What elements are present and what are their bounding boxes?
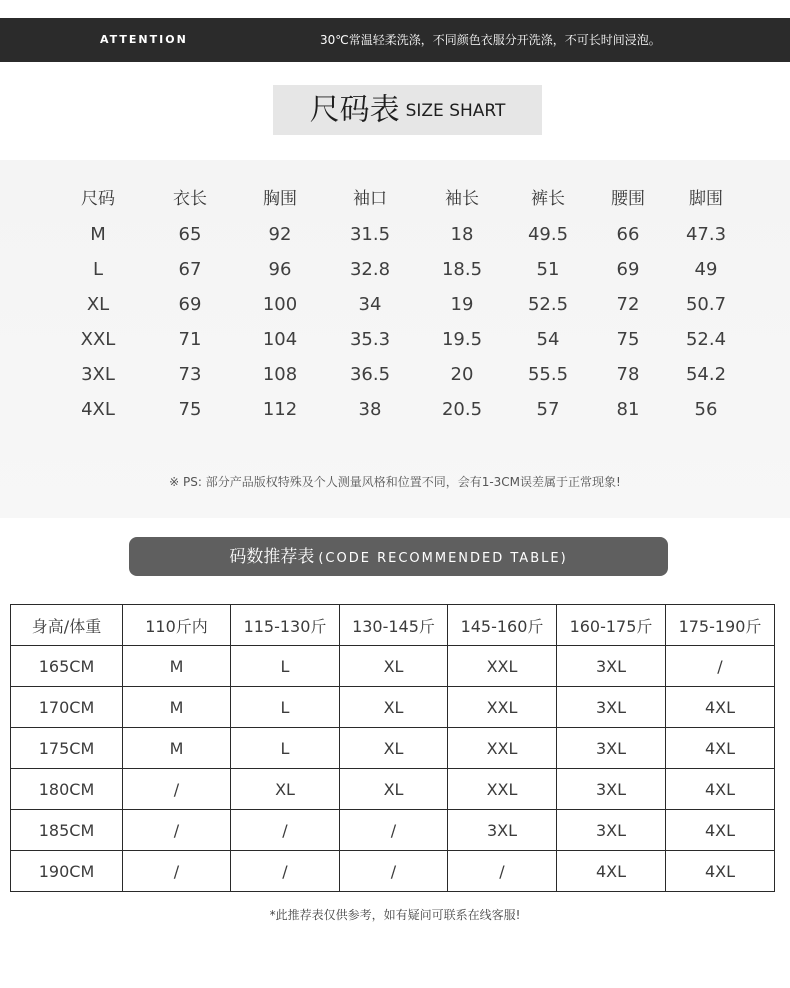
recommend-header-cell: 115-130斤 (231, 605, 340, 646)
recommend-size-cell: 4XL (666, 728, 775, 769)
recommend-size-cell: L (231, 646, 340, 687)
size-chart-cell: 4XL (81, 399, 115, 420)
size-chart-header-cell: 腰围 (611, 189, 645, 209)
size-chart-cell: M (90, 224, 106, 245)
size-chart-cell: 32.8 (349, 259, 391, 280)
recommend-size-cell: 3XL (557, 728, 666, 769)
recommend-size-cell: 3XL (557, 687, 666, 728)
size-chart-cell: 3XL (81, 364, 115, 385)
size-chart-cell: 47.3 (685, 224, 727, 245)
size-chart-header-cell: 胸围 (263, 189, 297, 209)
size-chart-title-cn: 尺码表 (309, 92, 400, 128)
size-chart-cell: 69 (178, 294, 202, 315)
recommend-size-cell: / (231, 810, 340, 851)
recommend-size-cell: 4XL (666, 810, 775, 851)
size-chart-panel (0, 160, 790, 518)
size-chart-cell: 75 (178, 399, 202, 420)
size-chart-header-row (0, 182, 790, 217)
recommend-size-cell: / (231, 851, 340, 892)
recommend-size-cell: XL (231, 769, 340, 810)
recommend-header-cell: 110斤内 (123, 605, 231, 646)
recommend-row (11, 728, 775, 769)
size-chart-header-cell: 袖口 (353, 189, 387, 209)
size-chart-row (0, 287, 790, 322)
attention-bar (0, 18, 790, 62)
size-chart-cell: 49 (694, 259, 718, 280)
size-chart-cell: 66 (616, 224, 640, 245)
recommend-header-cell: 145-160斤 (448, 605, 557, 646)
recommend-size-cell: 3XL (557, 769, 666, 810)
size-chart-cell: 19 (450, 294, 474, 315)
recommend-header-row (11, 605, 775, 646)
recommend-size-cell: / (123, 769, 231, 810)
recommend-row (11, 646, 775, 687)
recommend-table-title (129, 537, 668, 576)
recommend-size-cell: 3XL (557, 646, 666, 687)
size-chart-cell: 35.3 (349, 329, 391, 350)
size-chart-cell: 92 (268, 224, 292, 245)
recommend-size-cell: XL (340, 769, 448, 810)
recommend-size-cell: 3XL (557, 810, 666, 851)
recommend-size-cell: L (231, 687, 340, 728)
size-chart-cell: 78 (616, 364, 640, 385)
size-chart-cell: 52.4 (685, 329, 727, 350)
recommend-header-cell: 130-145斤 (340, 605, 448, 646)
recommend-size-cell: / (123, 810, 231, 851)
size-chart-row (0, 392, 790, 427)
recommend-size-cell: XL (340, 646, 448, 687)
size-chart-cell: 34 (358, 294, 382, 315)
recommend-size-cell: 4XL (557, 851, 666, 892)
size-chart-cell: 112 (262, 399, 298, 420)
size-chart-cell: 65 (178, 224, 202, 245)
size-chart-cell: 51 (536, 259, 560, 280)
size-chart-cell: 96 (268, 259, 292, 280)
recommend-size-cell: M (123, 728, 231, 769)
recommend-size-cell: 4XL (666, 769, 775, 810)
recommend-row (11, 687, 775, 728)
recommend-height-cell: 190CM (11, 851, 123, 892)
recommend-size-cell: L (231, 728, 340, 769)
size-chart-cell: 20.5 (441, 399, 483, 420)
recommend-height-cell: 165CM (11, 646, 123, 687)
recommend-height-cell: 170CM (11, 687, 123, 728)
recommend-title-en: (CODE RECOMMENDED TABLE) (318, 551, 568, 566)
attention-label: ATTENTION (100, 33, 188, 46)
recommend-height-cell: 185CM (11, 810, 123, 851)
size-chart-cell: 31.5 (349, 224, 391, 245)
recommend-size-cell: XL (340, 728, 448, 769)
recommend-height-cell: 175CM (11, 728, 123, 769)
size-chart-cell: 73 (178, 364, 202, 385)
recommend-row (11, 810, 775, 851)
size-chart-cell: 108 (262, 364, 298, 385)
recommend-size-cell: / (340, 851, 448, 892)
size-chart-row (0, 252, 790, 287)
recommend-title-cn: 码数推荐表 (229, 547, 315, 567)
recommend-header-cell: 160-175斤 (557, 605, 666, 646)
size-chart-cell: 104 (262, 329, 298, 350)
size-chart-cell: 18 (450, 224, 474, 245)
size-chart-cell: 50.7 (685, 294, 727, 315)
size-chart-cell: XL (86, 294, 110, 315)
size-chart-header-cell: 衣长 (173, 189, 207, 209)
recommend-row (11, 769, 775, 810)
size-chart-cell: L (92, 259, 104, 280)
recommend-header-cell: 175-190斤 (666, 605, 775, 646)
recommend-size-cell: XXL (448, 769, 557, 810)
recommend-size-cell: XXL (448, 728, 557, 769)
recommend-size-cell: / (666, 646, 775, 687)
recommend-size-cell: 3XL (448, 810, 557, 851)
recommend-size-cell: / (340, 810, 448, 851)
recommend-size-cell: M (123, 646, 231, 687)
recommend-size-cell: 4XL (666, 687, 775, 728)
size-chart-header-cell: 脚围 (689, 189, 723, 209)
size-chart-cell: 19.5 (441, 329, 483, 350)
size-chart-header-cell: 袖长 (445, 189, 479, 209)
size-chart-cell: 18.5 (441, 259, 483, 280)
size-chart-cell: 54.2 (685, 364, 727, 385)
recommend-size-cell: XXL (448, 687, 557, 728)
size-chart-title-en: SIZE SHART (405, 100, 506, 121)
recommend-size-cell: XXL (448, 646, 557, 687)
recommend-size-cell: / (448, 851, 557, 892)
size-chart-cell: 55.5 (527, 364, 569, 385)
size-chart-cell: 57 (536, 399, 560, 420)
recommend-size-cell: 4XL (666, 851, 775, 892)
recommend-disclaimer: *此推荐表仅供参考，如有疑问可联系在线客服! (269, 908, 521, 922)
size-chart-header-cell: 尺码 (81, 189, 115, 209)
size-chart-cell: 81 (616, 399, 640, 420)
size-chart-cell: 38 (358, 399, 382, 420)
size-chart-title (273, 85, 542, 135)
recommend-size-cell: / (123, 851, 231, 892)
size-chart-cell: 20 (450, 364, 474, 385)
size-chart-header-cell: 裤长 (531, 189, 565, 209)
size-chart-row (0, 357, 790, 392)
size-chart-cell: 36.5 (349, 364, 391, 385)
size-chart-cell: 75 (616, 329, 640, 350)
size-chart-row (0, 217, 790, 252)
recommend-size-cell: M (123, 687, 231, 728)
size-chart-cell: 49.5 (527, 224, 569, 245)
wash-instructions: 30℃常温轻柔洗涤，不同颜色衣服分开洗涤，不可长时间浸泡。 (320, 33, 661, 47)
size-chart-cell: 67 (178, 259, 202, 280)
size-chart-cell: 100 (262, 294, 298, 315)
size-chart-cell: 54 (536, 329, 560, 350)
recommend-size-cell: XL (340, 687, 448, 728)
size-chart-row (0, 322, 790, 357)
size-chart-cell: 56 (694, 399, 718, 420)
measurement-note: ※ PS: 部分产品版权特殊及个人测量风格和位置不同，会有1-3CM误差属于正常现象! (169, 475, 621, 489)
size-chart-cell: XXL (80, 329, 116, 350)
recommend-header-cell: 身高/体重 (11, 605, 123, 646)
recommend-row (11, 851, 775, 892)
size-chart-cell: 72 (616, 294, 640, 315)
size-chart-cell: 52.5 (527, 294, 569, 315)
size-chart-cell: 69 (616, 259, 640, 280)
size-chart-cell: 71 (178, 329, 202, 350)
recommend-height-cell: 180CM (11, 769, 123, 810)
recommend-table (10, 604, 775, 892)
